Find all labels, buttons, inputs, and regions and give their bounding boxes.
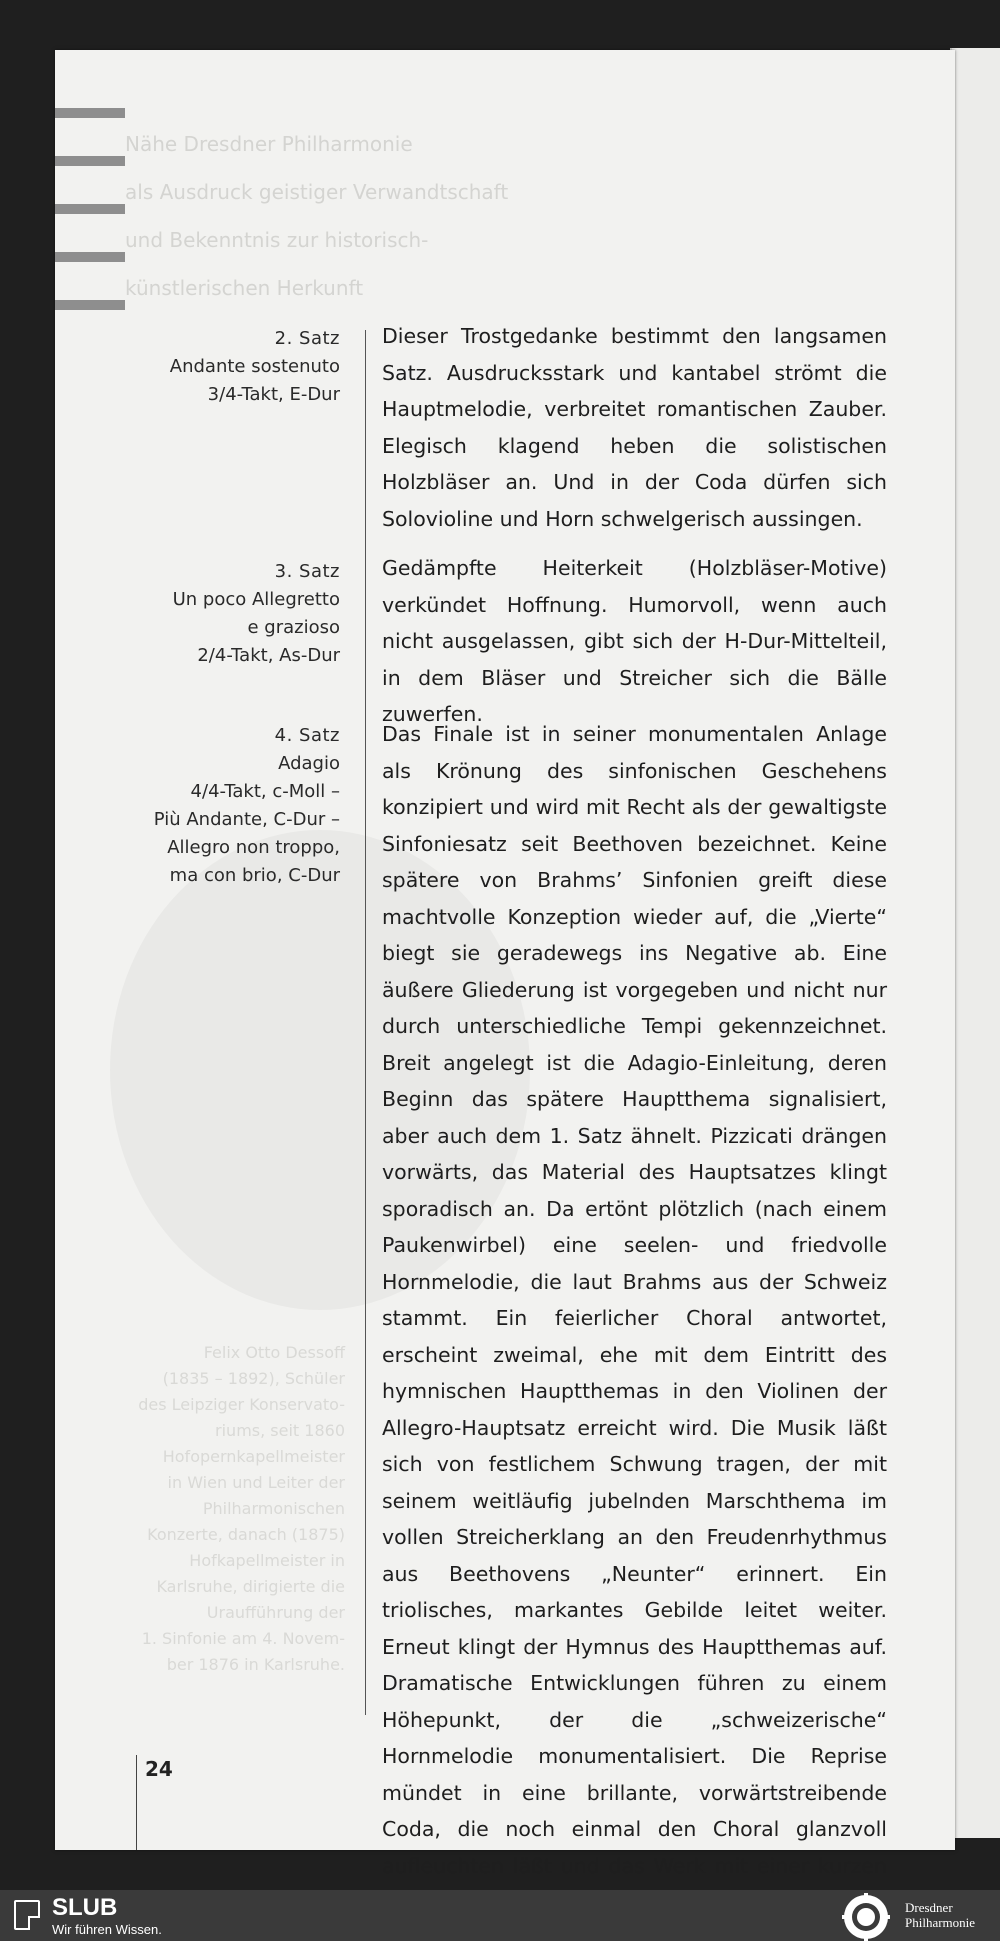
bleed-bar	[55, 108, 125, 118]
bleed-bar	[55, 156, 125, 166]
movement-tempo: Allegro non troppo,	[167, 837, 340, 858]
movement-meter-key: 3/4-Takt, E-Dur	[207, 384, 340, 405]
ghost-caption-line: riums, seit 1860	[215, 1421, 345, 1440]
philharmonie-name	[905, 1900, 975, 1930]
ghost-line: und Bekenntnis zur historisch-	[125, 228, 429, 252]
ghost-line: als Ausdruck geistiger Verwandtschaft	[125, 180, 509, 204]
ghost-caption-line: Konzerte, danach (1875)	[147, 1525, 345, 1544]
ghost-caption-line: Felix Otto Dessoff	[203, 1343, 345, 1362]
ghost-caption-line: des Leipziger Konservato-	[138, 1395, 345, 1414]
ghost-line: künstlerischen Herkunft	[125, 276, 364, 300]
slub-logo-icon	[14, 1900, 40, 1930]
bleed-bar	[55, 252, 125, 262]
folio-rule	[136, 1755, 137, 1850]
movement-label-3	[150, 558, 340, 670]
column-divider	[365, 330, 366, 1715]
movement-label-4	[150, 722, 340, 890]
paragraph-movement-3: Gedämpfte Heiterkeit (Holzbläser-Motive) verkündet Hoffnung. Humorvoll, wenn auch nicht ausgelassen, gibt sich der H-Dur-Mittelteil, in dem Bläser und Streicher sich die Bälle zuwerfen.	[382, 556, 887, 726]
bleed-bar	[55, 204, 125, 214]
show-through-caption	[125, 1340, 345, 1678]
movement-tempo: Un poco Allegretto	[172, 589, 340, 610]
library-tagline: Wir führen Wissen.	[52, 1922, 162, 1937]
ghost-caption-line: Hofopernkapellmeister	[162, 1447, 345, 1466]
ghost-caption-line: ber 1876 in Karlsruhe.	[166, 1655, 345, 1674]
movement-meter-key: Più Andante, C-Dur –	[153, 809, 340, 830]
ghost-caption-line: Karlsruhe, dirigierte die	[156, 1577, 345, 1596]
movement-tempo: Adagio	[278, 753, 340, 774]
movement-heading: 2. Satz	[274, 328, 340, 349]
paragraph-movement-2: Dieser Trostgedanke bestimmt den langsamen Satz. Ausdrucksstark und kantabel strömt die Hauptmelodie, verbreitet romantischen Zauber. Elegisch klagend heben die solistischen Holzbläser an. Und in der Coda dürfen sich Solovioline und Horn schwelgerisch aussingen.	[382, 324, 887, 531]
philharmonie-logo-icon	[842, 1893, 890, 1941]
page-number: 24	[145, 1757, 173, 1781]
movement-tempo: e grazioso	[247, 617, 340, 638]
philharmonie-name-line: Philharmonie	[905, 1915, 976, 1930]
paragraph-movement-4: Das Finale ist in seiner monumentalen Anlage als Krönung des sinfonischen Geschehens konzipiert und wird mit Recht als der gewaltigste Sinfoniesatz seit Beethoven bezeichnet. Keine spätere von Brahms’ Sinfonien greift diese machtvolle Konzeption wieder auf, die „Vierte“ biegt sie geradewegs ins Negative ab. Eine äußere Gliederung ist vorgegeben und nicht nur durch unterschiedliche Tempi gekennzeichnet. Breit angelegt ist die Adagio-Einleitung, deren Beginn das spätere Hauptthema signalisiert, aber auch dem 1. Satz ähnelt. Pizzicati drängen vorwärts, das Material des Hauptsatzes klingt sporadisch an. Da ertönt plötzlich (nach einem Paukenwirbel) eine seelen- und friedvolle Hornmelodie, die laut Brahms aus der Schweiz stammt. Ein feierlicher Choral antwortet, erscheint zweimal, ehe mit dem Eintritt des hymnischen Hauptthemas in den Violinen der Allegro-Hauptsatz erreicht wird. Die Musik läßt sich von festlichem Schwung tragen, der mit seinem weitläufig jubelnden Marschthema im vollen Streicherklang an den Freudenrhythmus aus Beethovens „Neunter“ erinnert. Ein triolisches, markantes Gebilde leitet weiter. Erneut klingt der Hymnus des Hauptthemas auf. Dramatische Entwicklungen führen zu einem Höhepunkt, der die „schweizerische“ Hornmelodie monumentalisiert. Die Reprise mündet in eine brillante, vorwärtstreibende Coda, die noch einmal den Choral glanzvoll aufleuchten läßt und das Werk mit einer kurzen	[382, 722, 887, 1878]
ghost-caption-line: Hofkapellmeister in	[189, 1551, 345, 1570]
movement-meter-key: 4/4-Takt, c-Moll –	[190, 781, 340, 802]
ghost-caption-line: in Wien und Leiter der	[167, 1473, 345, 1492]
movement-label-2	[150, 325, 340, 409]
ghost-line: Nähe Dresdner Philharmonie	[125, 132, 413, 156]
ghost-caption-line: 1. Sinfonie am 4. Novem-	[141, 1629, 345, 1648]
next-page-edge	[950, 48, 1000, 1838]
philharmonie-name-line: Dresdner	[905, 1900, 953, 1915]
movement-heading: 4. Satz	[274, 725, 340, 746]
ghost-caption-line: Philharmonischen	[202, 1499, 345, 1518]
footer-bar	[0, 1890, 1000, 1941]
ghost-caption-line: (1835 – 1892), Schüler	[162, 1369, 345, 1388]
library-name: SLUB	[52, 1894, 118, 1921]
ghost-caption-line: Uraufführung der	[206, 1603, 345, 1622]
movement-tempo: Andante sostenuto	[169, 356, 340, 377]
movement-meter-key: ma con brio, C-Dur	[169, 865, 340, 886]
bleed-bar	[55, 300, 125, 310]
movement-meter-key: 2/4-Takt, As-Dur	[197, 645, 340, 666]
show-through-text	[125, 120, 525, 312]
movement-heading: 3. Satz	[274, 561, 340, 582]
show-through-bars	[55, 108, 125, 348]
